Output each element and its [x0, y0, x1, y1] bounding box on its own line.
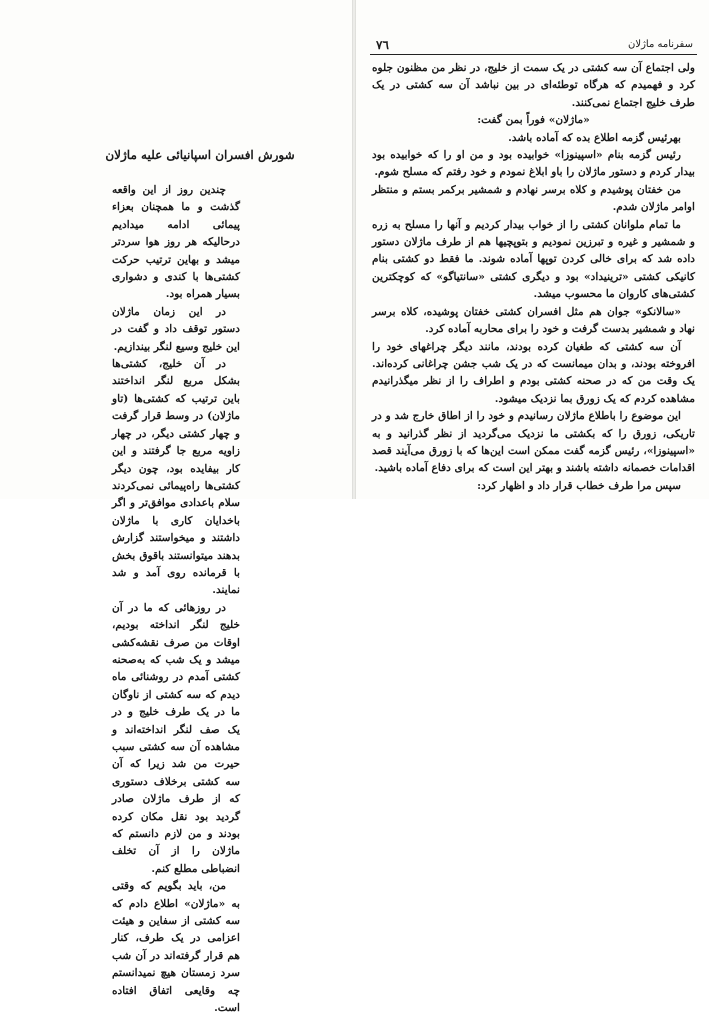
paragraph: آن سه کشتی که طغیان کرده بودند، مانند دیگر چراغهای خود را افروخته بودند، و بدان میمانست که در یک شب جشن چراغانی کرده‌اند. یک وقت من که در صحنه کشتی بودم و اطراف را از نظر میگذرانیدم مشاهده کردم که یک زورق بما نزدیک میشود. [372, 340, 695, 405]
paragraph: ولی اجتماع آن سه کشتی در یک سمت از خلیج، در نظر من مظنون جلوه کرد و فهمیدم که هرگاه توطئه‌ای در بین نباشد آن سه کشتی در یک طرف خلیج اجتماع نمی‌کنند. [372, 62, 695, 109]
paragraph: این موضوع را باطلاع ماژلان رسانیدم و خود را از اطاق خارج شد و در تاریکی، زورق را که بکشتی ما نزدیک می‌گردید از نظر گذرانید و به «اسپینوزا»، رئیس گزمه گفت ممکن است این‌ها که با زورق می‌آیند قصد اقدامات خصمانه داشته باشند و بهتر این است که برای دفاع آماده باشید. [372, 410, 695, 475]
paragraph: در روزهائی که ما در آن خلیج لنگر انداخته بودیم، اوقات من صرف نقشه‌کشی میشد و یک شب که به‌صحنه کشتی آمدم در روشنائی ماه دیدم که سه کشتی از ناوگان ما در یک طرف خلیج و در یک صف لنگر انداخته‌اند و مشاهده آن سه کشتی سبب حیرت من شد زیرا که آن سه کشتی برخلاف دستوری که از طرف ماژلان صادر گردید بود نقل مکان کرده بودند و من لازم دانستم که ماژلان را از آن تخلف انضباطی مطلع کنم. [112, 601, 240, 875]
paragraph: من، باید بگویم که وقتی به «ماژلان» اطلاع دادم که سه کشتی از سفاین و هیئت اعزامی در یک طرف، کنار هم قرار گرفته‌اند در آن شب سرد زمستان هیچ نمیدانستم چه وقایعی اتفاق افتاده است. [112, 880, 240, 1015]
paragraph: چندین روز از این واقعه گذشت و ما همچنان بعزاء پیمائی ادامه میدادیم درحالیکه هر روز هوا سردتر میشد و بهاین ترتیب حرکت کشتی‌ها با کندی و دشواری بسیار همراه بود. [112, 184, 240, 301]
page-number: ٧٦ [376, 38, 389, 52]
paragraph: «ماژلان» فوراً بمن گفت: [477, 114, 590, 127]
paragraph: بهرئیس گزمه اطلاع بده که آماده باشد. [508, 131, 681, 144]
paragraph: سپس مرا طرف خطاب قرار داد و اظهار کرد: [477, 479, 681, 492]
paragraph: در این زمان ماژلان دستور توقف داد و گفت در این خلیج وسیع لنگر بیندازیم. [112, 305, 240, 353]
paragraph: من خفتان پوشیدم و کلاه برسر نهادم و شمشیر برکمر بستم و منتظر اوامر ماژلان شدم. [372, 183, 695, 214]
left-page [0, 0, 352, 1015]
right-page-body [372, 60, 695, 495]
left-page-body [112, 182, 240, 1018]
paragraph: در آن خلیج، کشتی‌ها بشکل مربع لنگر انداختند باین ترتیب که کشتی‌ها (تاو ماژلان) در وسط قرار گرفت و چهار کشتی دیگر، در چهار زاویه مربع جا گرفتند و این کار بیفایده بود، چون دیگر کشتی‌ها راه‌پیمائی نمی‌کردند سلام باعدادی موافق‌تر و اگر باخدایان کاری با ماژلان داشتند و میخواستند گزارش بدهند میتوانستند باقوق بخش با قرمانده روی آمد و شد نمایند. [112, 358, 240, 597]
right-page [356, 0, 709, 499]
running-head: سفرنامه ماژلان [628, 39, 693, 50]
paragraph: رئیس گزمه بنام «اسپینوزا» خوابیده بود و من او را که خوابیده بود بیدار کردم و دستور ماژلان را باو ابلاغ نمودم و خود رفتم که مسلح شوم. [372, 149, 695, 179]
paragraph: «سالانکو» جوان هم مثل افسران کشتی خفتان پوشیده، کلاه برسر نهاد و شمشیر بدست گرفت و خود را برای محاربه آماده کرد. [372, 305, 695, 336]
chapter-title: شورش افسران اسپانیائی علیه ماژلان [105, 148, 295, 162]
paragraph: ما تمام ملوانان کشتی را از خواب بیدار کردیم و آنها را مسلح به زره و شمشیر و غیره و تبرزین نمودیم و بتوپچیها هم از طرف ماژلان دستور داده شد که برای خالی کردن توپها آماده شوند. ما فقط دو کشتی بنام کانیکی کشتی «ترینیداد» بود و دیگری کشتی «سانتیاگو» که کوچکترین کشتی‌های کاروان ما محسوب میشد. [372, 218, 695, 301]
page-header [370, 38, 697, 55]
